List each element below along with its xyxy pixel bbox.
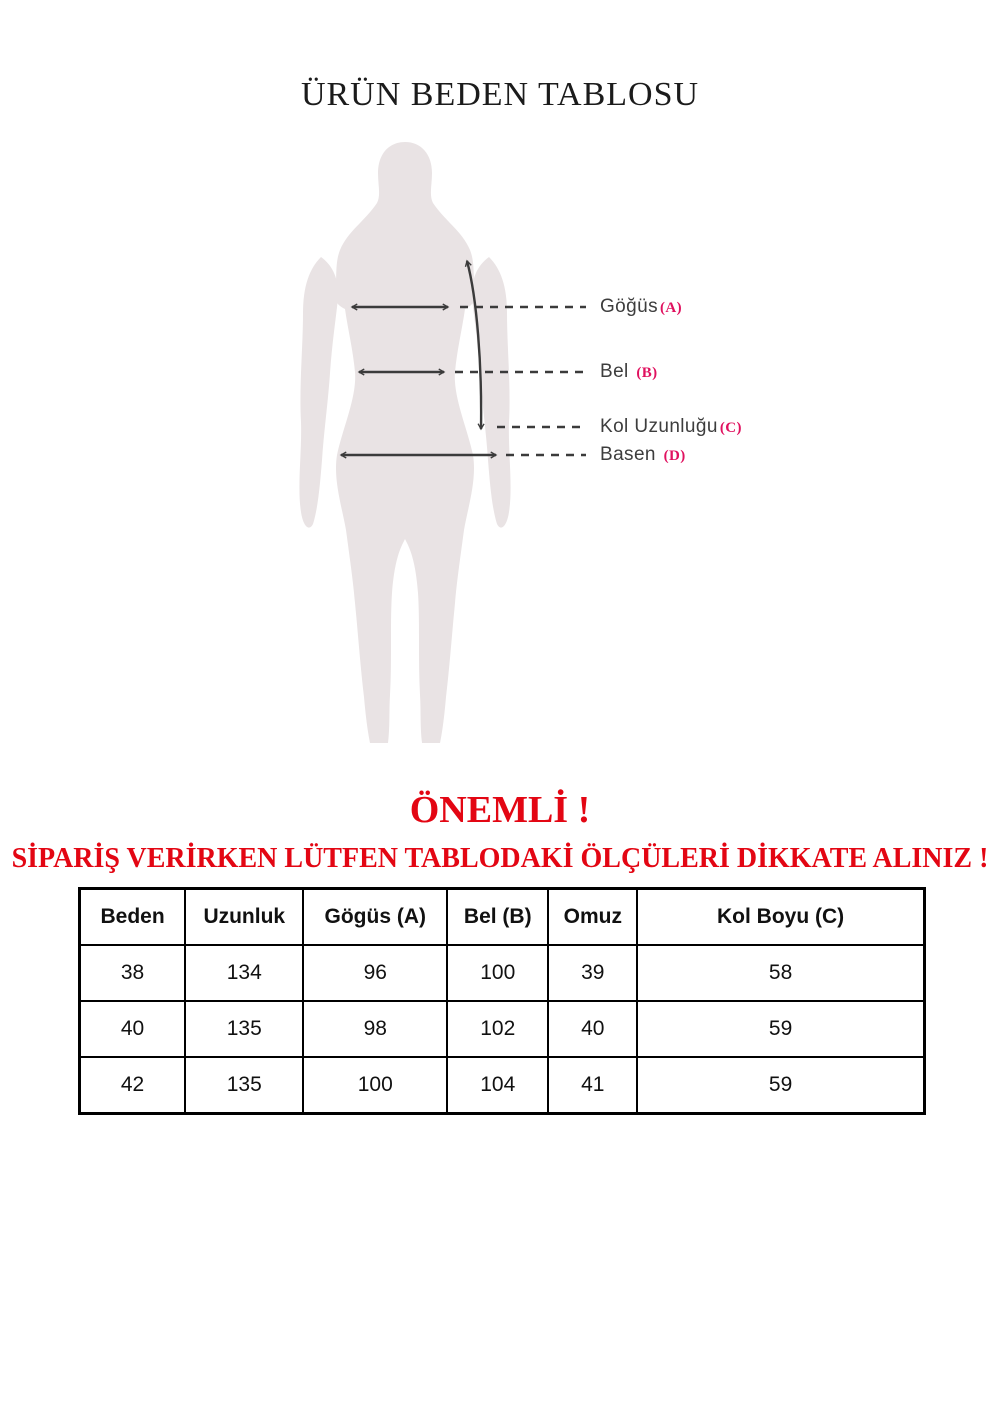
table-cell: 102	[447, 1001, 548, 1057]
label-chest	[600, 296, 682, 319]
label-arm-length-letter: (C)	[719, 420, 742, 436]
table-row	[80, 1001, 925, 1057]
table-cell: 59	[637, 1001, 924, 1057]
header-cell-gogus: Gögüs (A)	[303, 889, 447, 946]
table-row	[80, 945, 925, 1001]
table-cell: 40	[548, 1001, 637, 1057]
table-cell: 134	[185, 945, 303, 1001]
table-cell: 40	[80, 1001, 186, 1057]
size-table	[78, 887, 926, 1115]
header-cell-bel: Bel (B)	[447, 889, 548, 946]
header-cell-kol-boyu: Kol Boyu (C)	[637, 889, 924, 946]
important-heading: ÖNEMLİ !	[409, 789, 591, 831]
label-chest-letter: (A)	[659, 300, 683, 316]
label-hip-text: Basen	[600, 444, 656, 465]
header-cell-beden: Beden	[80, 889, 186, 946]
header-cell-omuz: Omuz	[548, 889, 637, 946]
table-cell: 38	[80, 945, 186, 1001]
table-row	[80, 1057, 925, 1114]
table-cell: 98	[303, 1001, 447, 1057]
header-cell-uzunluk: Uzunluk	[185, 889, 303, 946]
table-cell: 100	[447, 945, 548, 1001]
page-title: ÜRÜN BEDEN TABLOSU	[300, 76, 700, 113]
table-cell: 96	[303, 945, 447, 1001]
table-cell: 41	[548, 1057, 637, 1114]
order-warning-text: SİPARİŞ VERİRKEN LÜTFEN TABLODAKİ ÖLÇÜLERİ DİKKATE ALINIZ !	[11, 843, 989, 874]
label-arm-length-text: Kol Uzunluğu	[600, 416, 718, 437]
table-cell: 135	[185, 1001, 303, 1057]
label-chest-text: Göğüs	[600, 296, 658, 317]
size-table-header-row	[80, 889, 925, 946]
table-cell: 104	[447, 1057, 548, 1114]
label-hip-letter: (D)	[663, 448, 686, 464]
label-arm-length	[600, 416, 742, 439]
table-cell: 42	[80, 1057, 186, 1114]
label-waist	[600, 361, 658, 384]
table-cell: 59	[637, 1057, 924, 1114]
table-cell: 100	[303, 1057, 447, 1114]
table-cell: 135	[185, 1057, 303, 1114]
label-waist-letter: (B)	[636, 365, 658, 381]
arm-length-arrow	[467, 261, 481, 429]
table-cell: 58	[637, 945, 924, 1001]
label-hip	[600, 444, 686, 467]
label-waist-text: Bel	[600, 361, 629, 382]
table-cell: 39	[548, 945, 637, 1001]
